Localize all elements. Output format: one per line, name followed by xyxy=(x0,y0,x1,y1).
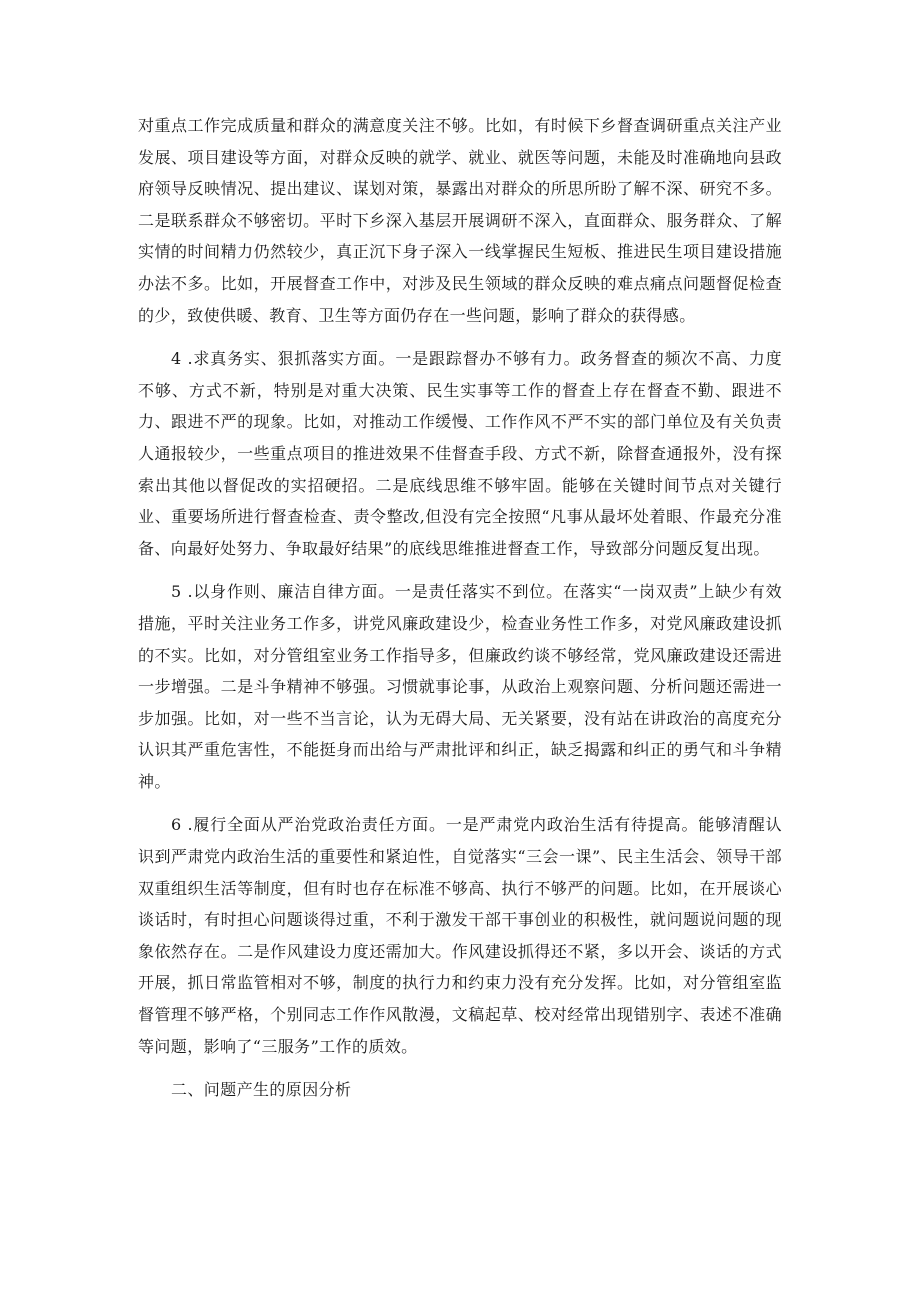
section-heading: 二、问题产生的原因分析 xyxy=(171,1080,352,1100)
paragraph-item-4: 4 .求真务实、狠抓落实方面。一是跟踪督办不够有力。政务督查的频次不高、力度不够、方式不新，特别是对重大决策、民生实事等工作的督查上存在督查不勤、跟进不力、跟进不严的现象。比如，对推动工作缓慢、工作作风不严不实的部门单位及有关负责人通报较少，一些重点项目的推进效果不佳督查手段、方式不新，除督查通报外，没有探索出其他以督促改的实招硬招。二是底线思维不够牢固。能够在关键时间节点对关键行业、重要场所进行督查检查、责令整改,但没有完全按照“凡事从最坏处着眼、作最充分准备、向最好处努力、争取最好结果”的底线思维推进督查工作，导致部分问题反复出现。 xyxy=(138,349,782,558)
document-body xyxy=(138,110,782,1106)
paragraph-item-5: 5 .以身作则、廉洁自律方面。一是责任落实不到位。在落实“一岗双责”上缺少有效措施，平时关注业务工作多，讲党风廉政建设少，检查业务性工作多，对党风廉政建设抓的不实。比如，对分管组室业务工作指导多，但廉政约谈不够经常，党风廉政建设还需进一步增强。二是斗争精神不够强。习惯就事论事，从政治上观察问题、分析问题还需进一步加强。比如，对一些不当言论，认为无碍大局、无关紧要，没有站在讲政治的高度充分认识其严重危害性，不能挺身而出给与严肃批评和纠正，缺乏揭露和纠正的勇气和斗争精神。 xyxy=(138,582,782,791)
paragraph-item-6: 6 .履行全面从严治党政治责任方面。一是严肃党内政治生活有待提高。能够清醒认识到严肃党内政治生活的重要性和紧迫性，自觉落实“三会一课”、民主生活会、领导干部双重组织生活等制度，但有时也存在标准不够高、执行不够严的问题。比如，在开展谈心谈话时，有时担心问题谈得过重，不利于激发干部干事创业的积极性，就问题说问题的现象依然存在。二是作风建设力度还需加大。作风建设抓得还不紧，多以开会、谈话的方式开展，抓日常监管相对不够，制度的执行力和约束力没有充分发挥。比如，对分管组室监督管理不够严格，个别同志工作作风散漫，文稿起草、校对经常出现错别字、表述不准确等问题，影响了“三服务”工作的质效。 xyxy=(138,815,782,1056)
paragraph-continuation: 对重点工作完成质量和群众的满意度关注不够。比如，有时候下乡督查调研重点关注产业发展、项目建设等方面，对群众反映的就学、就业、就医等问题，未能及时准确地向县政府领导反映情况、提出建议、谋划对策，暴露出对群众的所思所盼了解不深、研究不多。二是联系群众不够密切。平时下乡深入基层开展调研不深入，直面群众、服务群众、了解实情的时间精力仍然较少，真正沉下身子深入一线掌握民生短板、推进民生项目建设措施办法不多。比如，开展督查工作中，对涉及民生领域的群众反映的难点痛点问题督促检查的少，致使供暖、教育、卫生等方面仍存在一些问题，影响了群众的获得感。 xyxy=(138,116,782,325)
